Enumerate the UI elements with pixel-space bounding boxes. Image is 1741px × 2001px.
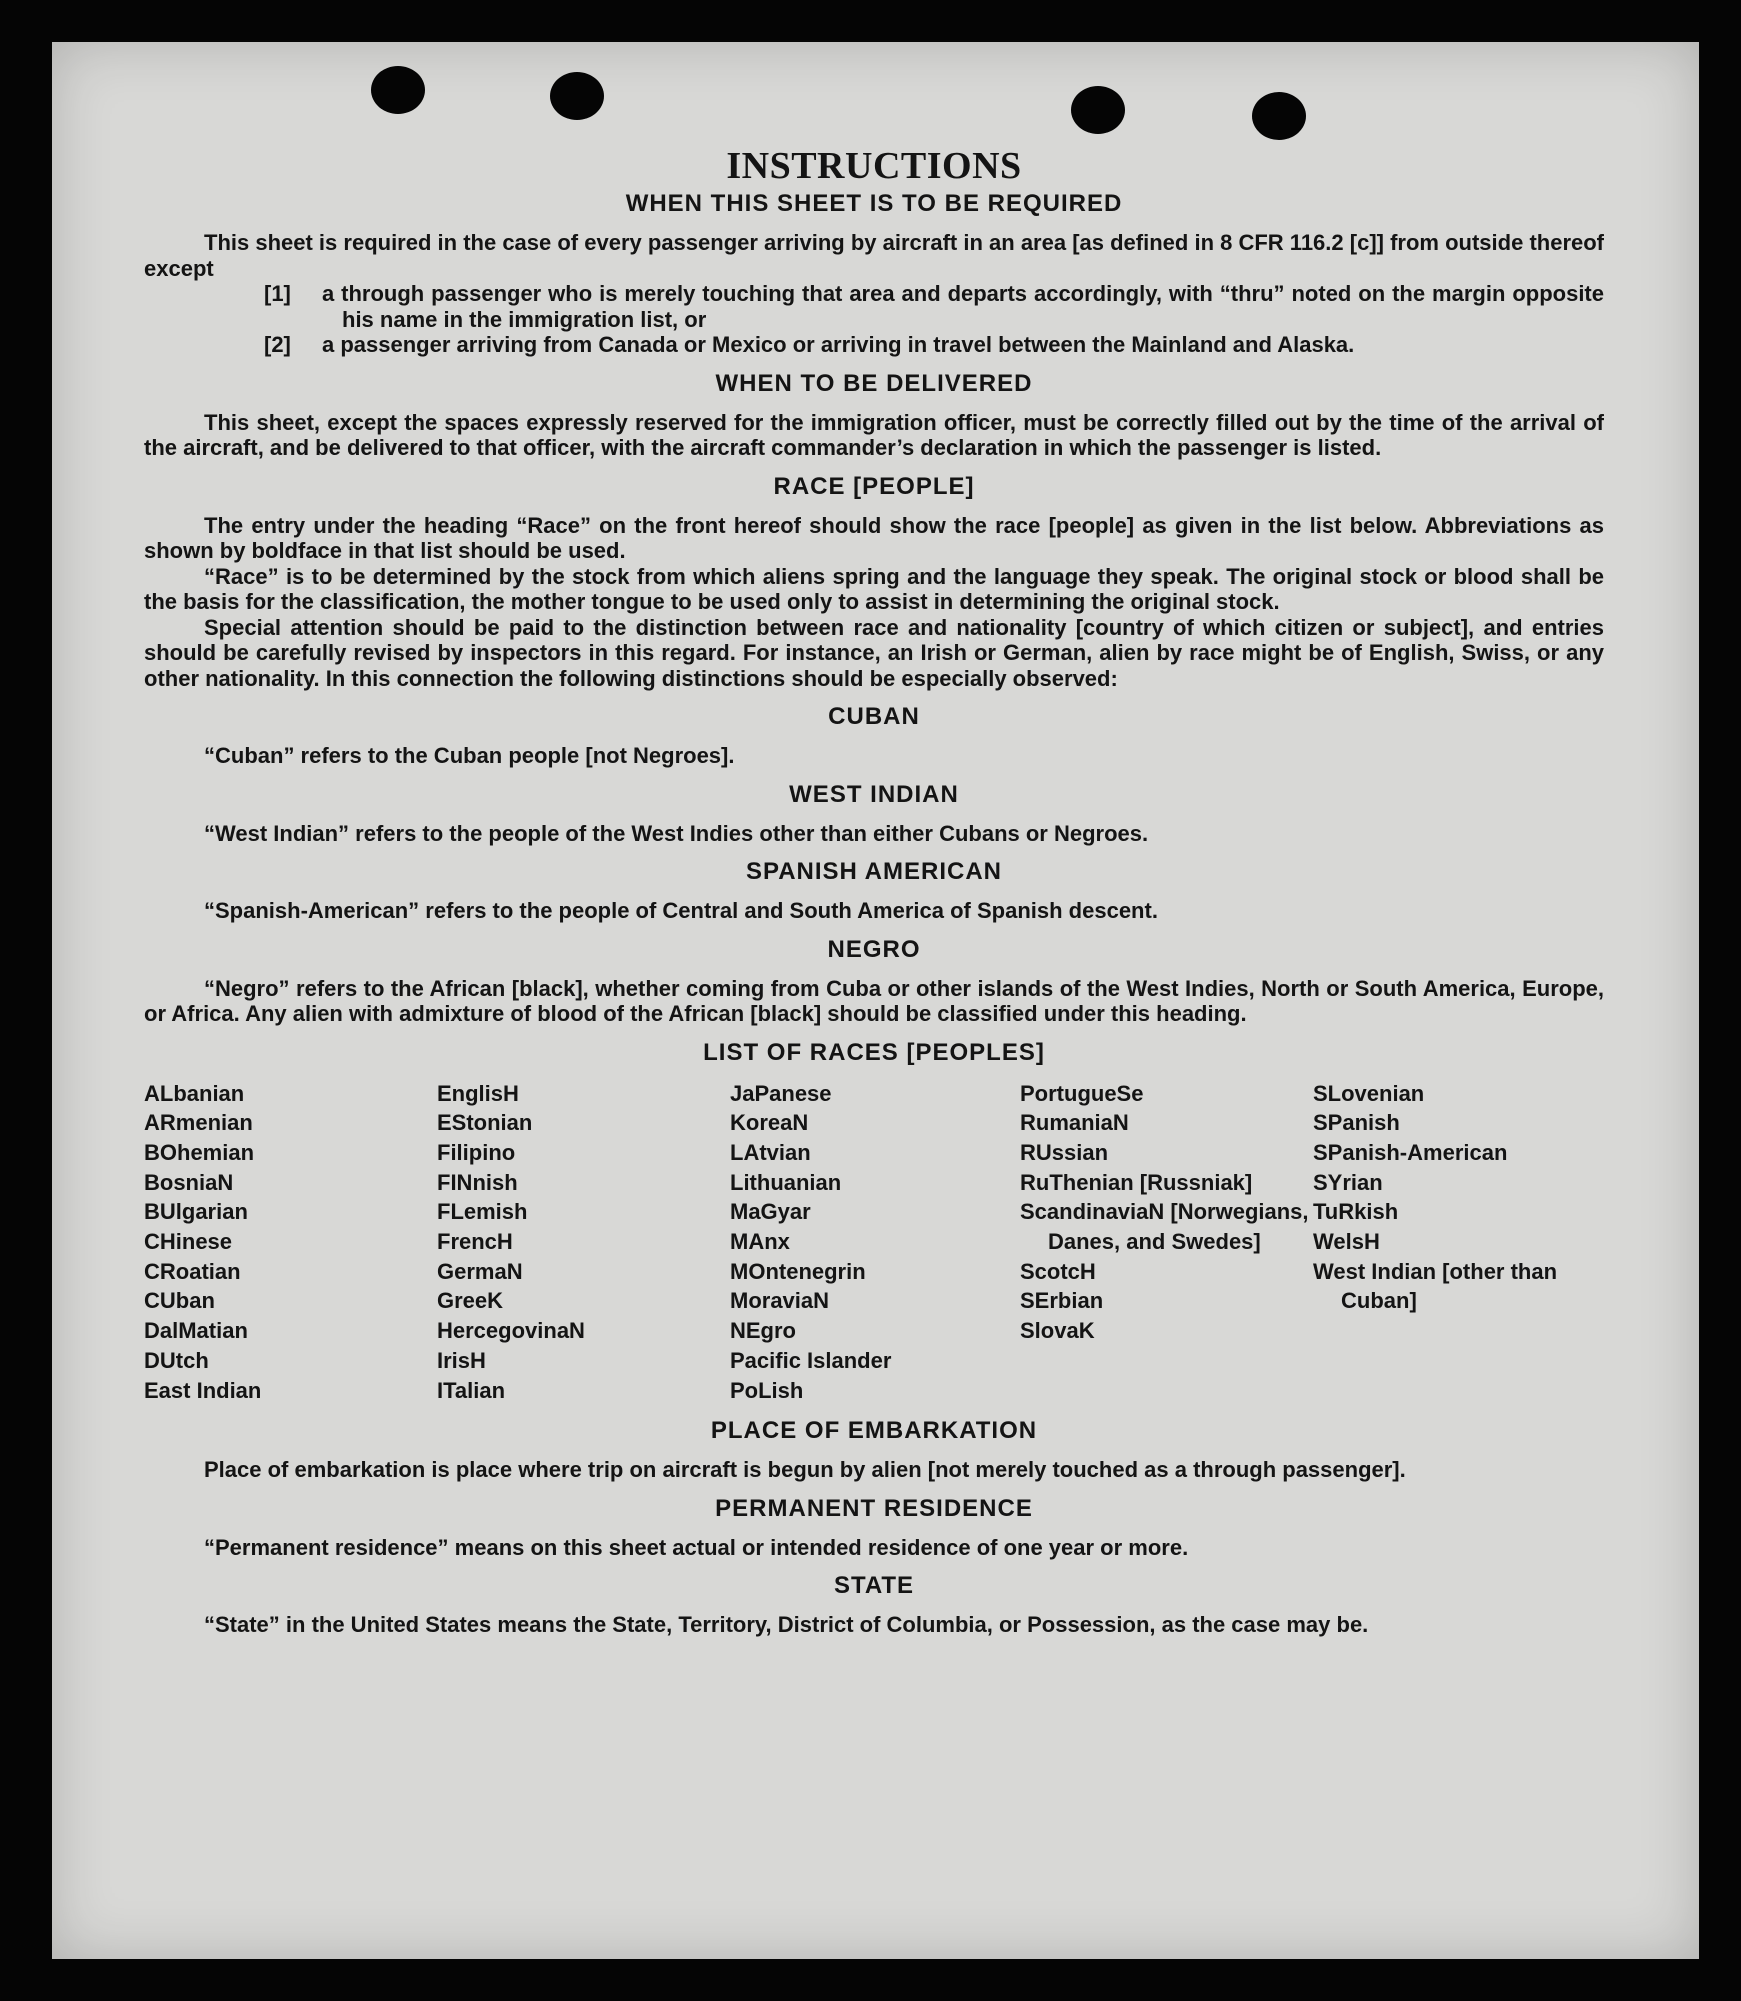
race-item: DalMatian [144,1318,248,1344]
race-column-5 [1313,1079,1604,1406]
exception-1 [264,281,1604,332]
punch-hole-4 [1252,92,1306,140]
race-item: ScotcH [1020,1258,1096,1284]
race-item: LAtvian [730,1139,811,1165]
race-item: PortugueSe [1020,1080,1144,1106]
race-item: Lithuanian [730,1169,842,1195]
punch-hole-3 [1071,86,1125,134]
cuban-text: “Cuban” refers to the Cuban people [not Negroes]. [204,743,735,768]
race-item: NEgro [730,1318,796,1344]
race-item: PoLish [730,1377,804,1403]
race-item: MaGyar [730,1199,811,1225]
embarkation-text: Place of embarkation is place where trip on aircraft is begun by alien [not merely touched as a through passenger]. [204,1457,1406,1483]
exception-2 [264,332,1604,358]
race-item: SLovenian [1313,1080,1425,1106]
race-item: ScandinaviaN [Norwegians, Danes, and Swedes] [1020,1199,1309,1255]
race-item: ARmenian [144,1110,253,1136]
section-heading-state: STATE [833,1572,915,1600]
section-heading-west-indian: WEST INDIAN [789,780,959,808]
race-column-1 [144,1079,437,1406]
race-item: RUssian [1020,1139,1109,1165]
race-item: RuThenian [Russniak] [1020,1169,1253,1195]
race-item: FrencH [437,1229,513,1255]
race-item: FINnish [437,1169,518,1195]
race-item: West Indian [other than Cuban] [1313,1258,1558,1314]
race-item: SPanish [1313,1110,1400,1136]
negro-text: “Negro” refers to the African [black], whether coming from Cuba or other islands of the West Indies, North or South America, Europe, or Africa. Any alien with admixture of blood of the African [black] should be classified under this heading. [144,975,1604,1026]
race-column-2 [437,1079,730,1406]
race-paragraph: “Race” is to be determined by the stock from which aliens spring and the language they speak. The original stock or blood shall be the basis for the classification, the mother tongue to be used only to assist in determining the original stock. [144,563,1604,614]
residence-text: “Permanent residence” means on this sheet actual or intended residence of one year or more. [204,1534,1189,1560]
race-item: MoraviaN [730,1288,830,1314]
race-item: GreeK [437,1288,504,1314]
section-heading-embarkation: PLACE OF EMBARKATION [710,1417,1038,1445]
section-heading-negro: NEGRO [827,935,921,963]
race-item: SErbian [1020,1288,1104,1314]
west-indian-text: “West Indian” refers to the people of the West Indies other than either Cubans or Negroes. [204,820,1149,846]
section-heading-list: LIST OF RACES [PEOPLES] [703,1038,1045,1066]
race-item: IrisH [437,1347,486,1373]
section-heading-race: RACE [PEOPLE] [773,472,975,500]
race-column-4 [1020,1079,1313,1406]
race-item: RumaniaN [1020,1110,1129,1136]
race-item: JaPanese [730,1080,832,1106]
race-item: GermaN [437,1258,523,1284]
race-item: ALbanian [144,1080,245,1106]
section-heading-residence: PERMANENT RESIDENCE [715,1494,1033,1522]
race-item: CUban [144,1288,215,1314]
race-item: East Indian [144,1377,262,1403]
punch-hole-2 [550,72,604,120]
race-paragraph: The entry under the heading “Race” on the front hereof should show the race [people] as given in the list below. Abbreviations as shown by boldface in that list should be used. [144,512,1604,563]
race-item: Pacific Islander [730,1347,892,1373]
exception-text: a through passenger who is merely touching that area and departs accordingly, with “thru” noted on the margin opposite his name in the immigration list, or [322,281,1604,332]
race-item: BOhemian [144,1139,255,1165]
race-item: BUlgarian [144,1199,248,1225]
race-item: MAnx [730,1229,790,1255]
race-list [144,1079,1604,1406]
race-item: BosniaN [144,1169,234,1195]
section-heading-required: WHEN THIS SHEET IS TO BE REQUIRED [625,190,1123,217]
race-paragraph: Special attention should be paid to the distinction between race and nationality [country of which citizen or subject], and entries should be carefully revised by inspectors in this regard. For instance, an Irish or German, alien by race might be of English, Swiss, or any other nationality. In this connection the following distinctions should be especially observed: [144,614,1604,691]
race-item: CHinese [144,1229,233,1255]
race-item: CRoatian [144,1258,241,1284]
section-heading-delivered: WHEN TO BE DELIVERED [715,369,1033,397]
race-column-3 [730,1079,1020,1406]
section-heading-cuban: CUBAN [828,703,920,730]
race-item: DUtch [144,1347,209,1373]
exception-number: [1] [264,281,291,306]
race-item: WelsH [1313,1229,1380,1255]
section-heading-spanish-american: SPANISH AMERICAN [745,858,1002,885]
race-item: MOntenegrin [730,1258,866,1284]
race-item: KoreaN [730,1110,809,1136]
race-item: EStonian [437,1110,533,1136]
race-item: SlovaK [1020,1318,1095,1344]
punch-hole-1 [371,66,425,114]
race-item: HercegovinaN [437,1318,585,1344]
race-item: SYrian [1313,1169,1383,1195]
race-item: TuRkish [1313,1199,1399,1225]
race-item: FLemish [437,1199,528,1225]
race-item: ITalian [437,1377,506,1403]
required-intro: This sheet is required in the case of every passenger arriving by aircraft in an area [as defined in 8 CFR 116.2 [c]] from outside thereof except [144,230,1604,281]
exception-number: [2] [264,332,291,357]
race-item: SPanish-American [1313,1139,1508,1165]
race-item: EnglisH [437,1080,519,1106]
instructions-content [144,144,1604,1638]
document-sheet [52,42,1699,1959]
state-text: “State” in the United States means the State, Territory, District of Columbia, or Possession, as the case may be. [204,1612,1369,1638]
race-item: Filipino [437,1139,516,1165]
spanish-american-text: “Spanish-American” refers to the people of Central and South America of Spanish descent. [204,898,1158,923]
exception-text: a passenger arriving from Canada or Mexico or arriving in travel between the Mainland and Alaska. [322,332,1355,357]
delivered-text: This sheet, except the spaces expressly reserved for the immigration officer, must be correctly filled out by the time of the arrival of the aircraft, and be delivered to that officer, with the aircraft commander’s declaration in which the passenger is listed. [144,409,1604,460]
document-title: INSTRUCTIONS [726,145,1022,187]
